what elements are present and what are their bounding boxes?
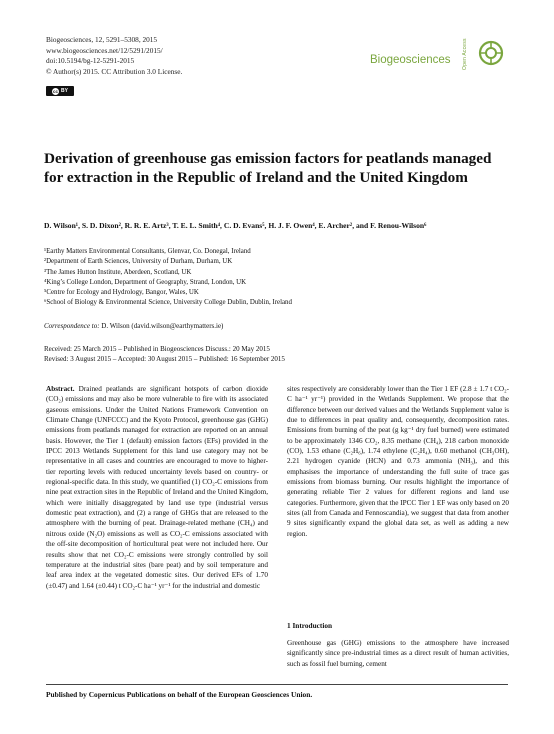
abstract-label: Abstract. — [46, 385, 75, 393]
affiliation-6: ⁶School of Biology & Environmental Science, University College Dublin, Dublin, Ireland — [44, 299, 292, 307]
affiliations — [44, 247, 292, 309]
correspondence-label: Correspondence to: — [44, 322, 100, 330]
affiliation-1: ¹Earthy Matters Environmental Consultants, Glenvar, Co. Donegal, Ireland — [44, 248, 251, 255]
abstract-left-column — [46, 384, 268, 591]
author-list: D. Wilson¹, S. D. Dixon², R. R. E. Artz³, T. E. L. Smith⁴, C. D. Evans⁵, H. J. F. Owen⁴, E. Archer², and F. Renou-Wilson⁶ — [44, 221, 427, 230]
abstract-text-left: Drained peatlands are significant hotspots of carbon dioxide (CO₂) emissions and may also be more vulnerable to fire with its associated gaseous emissions. Under the United Nations Framework Convention on Climate Change (UNFCCC) and the Kyoto Protocol, greenhouse gas (GHG) emissions from peatlands managed for extraction are reported on an annual basis. However, the Tier 1 (default) emission factors (EFs) provided in the IPCC 2013 Wetlands Supplement for this land use category may not be representative in all cases and countries are encouraged to move to higher-tier reporting levels with reduced uncertainty levels based on country- or regional-specific data. In this study, we quantified (1) CO₂-C emissions from nine peat extraction sites in the Republic of Ireland and the United Kingdom, which were initially disaggregated by land use type (industrial versus domestic peat extraction), and (2) a range of GHGs that are released to the atmosphere with the burning of peat. Drainage-related methane (CH₄) and nitrous oxide (N₂O) emissions as well as CO₂-C emissions associated with the off-site decomposition of horticultural peat were not included here. Our results show that net CO₂-C emissions were strongly controlled by soil temperature at the industrial sites (bare peat) and by soil temperature and leaf area index at the vegetated domestic sites. Our derived EFs of 1.70 (±0.47) and 1.64 (±0.44) t CO₂-C ha⁻¹ yr⁻¹ for the industrial and domestic — [46, 385, 268, 590]
journal-url[interactable]: www.biogeosciences.net/12/5291/2015/ — [46, 45, 163, 55]
received-line: Received: 25 March 2015 – Published in Biogeosciences Discuss.: 20 May 2015 — [44, 345, 270, 353]
open-access-label: Open Access — [462, 38, 468, 70]
cc-license-badge[interactable] — [46, 86, 74, 96]
footer-divider — [46, 684, 508, 685]
affiliation-4: ⁴King’s College London, Department of Geography, Strand, London, UK — [44, 278, 247, 286]
abstract-text-right: sites respectively are considerably lower than the Tier 1 EF (2.8 ± 1.7 t CO₂-C ha⁻¹ yr⁻¹) provided in the Wetlands Supplement. We propose that the difference between our derived values and the Wetlands Supplement value is due to differences in peat quality and, consequently, decomposition rates. Emissions from burning of the peat (g kg⁻¹ dry fuel burned) were estimated to be approximately 1346 CO₂, 8.35 methane (CH₄), 218 carbon monoxide (CO), 1.53 ethane (C₂H₆), 1.74 ethylene (C₂H₄), 0.60 methanol (CH₃OH), 2.21 hydrogen cyanide (HCN) and 0.73 ammonia (NH₃), and this emphasises the importance of understanding the full suite of trace gas emissions from biomass burning. Our results highlight the importance of generating reliable Tier 2 values for different regions and land use categories. Furthermore, given that the IPCC Tier 1 EF was only based on 20 sites (all from Canada and Fennoscandia), we suggest that data from another 9 sites significantly expand the global data set, as well as adding a new region. — [287, 385, 509, 538]
affiliation-2: ²Department of Earth Sciences, University of Durham, Durham, UK — [44, 258, 233, 266]
cc-icon: cc — [53, 88, 59, 94]
section-heading-introduction: 1 Introduction — [287, 621, 333, 630]
article-title: Derivation of greenhouse gas emission factors for peatlands managed for extraction in the Republic of Ireland and the United Kingdom — [44, 150, 492, 186]
affiliation-5: ⁵Centre for Ecology and Hydrology, Bangor, Wales, UK — [44, 289, 199, 297]
journal-citation-block — [46, 35, 182, 77]
abstract-right-column — [287, 384, 509, 539]
correspondence — [44, 322, 223, 330]
copyright-line: © Author(s) 2015. CC Attribution 3.0 License. — [46, 66, 183, 76]
cc-by-label: BY — [61, 88, 68, 94]
publisher-footer: Published by Copernicus Publications on behalf of the European Geosciences Union. — [46, 690, 313, 699]
revised-line: Revised: 3 August 2015 – Accepted: 30 August 2015 – Published: 16 September 2015 — [44, 355, 285, 364]
journal-name: Biogeosciences — [370, 54, 451, 66]
correspondence-email[interactable]: D. Wilson (david.wilson@earthymatters.ie) — [99, 322, 224, 330]
journal-logo-icon — [476, 38, 506, 68]
doi-line[interactable]: doi:10.5194/bg-12-5291-2015 — [46, 56, 135, 66]
citation-line: Biogeosciences, 12, 5291–5308, 2015 — [46, 35, 158, 44]
publication-dates — [44, 344, 285, 365]
affiliation-3: ³The James Hutton Institute, Aberdeen, Scotland, UK — [44, 268, 192, 276]
introduction-text: Greenhouse gas (GHG) emissions to the atmosphere have increased significantly since pre-industrial times as a direct result of human activities, such as fossil fuel burning, cement — [287, 639, 509, 668]
